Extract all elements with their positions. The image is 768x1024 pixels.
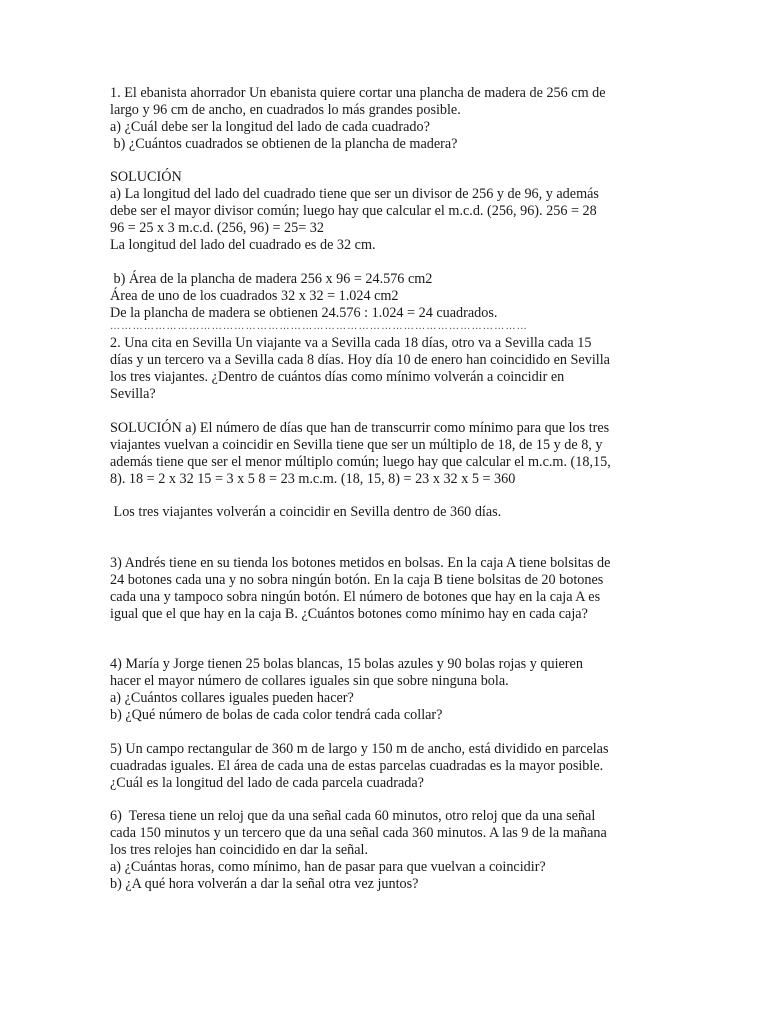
solution-2-answer: Los tres viajantes volverán a coincidir en Sevilla dentro de 360 días. <box>110 504 502 521</box>
dotted-separator: ………………………………………………………………………………………………… <box>110 322 529 333</box>
blank-line <box>110 403 662 420</box>
problem-6-line: cada 150 minutos y un tercero que da una señal cada 360 minutos. A las 9 de la mañana <box>110 825 607 842</box>
problem-5-line: cuadradas iguales. El área de cada una de estas parcelas cuadradas es la mayor posible. <box>110 757 604 774</box>
solution-2-line: además tiene que ser el menor múltiplo común; luego hay que calcular el m.c.m. (18,15, <box>110 453 611 470</box>
problem-1-line: 1. El ebanista ahorrador Un ebanista quiere cortar una plancha de madera de 256 cm de <box>110 85 606 101</box>
blank-line <box>110 521 662 538</box>
solution-1b-line: De la plancha de madera se obtienen 24.576 : 1.024 = 24 cuadrados. <box>110 304 498 321</box>
blank-line <box>110 623 662 640</box>
solution-1b-line: Área de uno de los cuadrados 32 x 32 = 1.024 cm2 <box>110 287 399 304</box>
problem-6-question-b: b) ¿A qué hora volverán a dar la señal otra vez juntos? <box>110 875 419 892</box>
solution-1-line: a) La longitud del lado del cuadrado tiene que ser un divisor de 256 y de 96, y además <box>110 186 599 203</box>
blank-line <box>110 153 662 170</box>
problem-1-question-a: a) ¿Cuál debe ser la longitud del lado de cada cuadrado? <box>110 118 430 135</box>
solution-1-line: La longitud del lado del cuadrado es de 32 cm. <box>110 237 376 254</box>
problem-2-line: días y un tercero va a Sevilla cada 8 días. Hoy día 10 de enero han coincidido en Sevilla <box>110 352 610 369</box>
blank-line <box>110 487 662 504</box>
problem-1-question-b: b) ¿Cuántos cuadrados se obtienen de la plancha de madera? <box>110 135 458 152</box>
blank-line <box>110 254 662 271</box>
problem-4-line: hacer el mayor número de collares iguales sin que sobre ninguna bola. <box>110 673 509 690</box>
solution-1-line: 96 = 25 x 3 m.c.d. (256, 96) = 25= 32 <box>110 220 324 237</box>
problem-5-line: 5) Un campo rectangular de 360 m de largo y 150 m de ancho, está dividido en parcelas <box>110 740 609 757</box>
solution-1b-line: b) Área de la plancha de madera 256 x 96 = 24.576 cm2 <box>110 270 433 287</box>
solution-2-line: SOLUCIÓN a) El número de días que han de transcurrir como mínimo para que los tres <box>110 419 610 436</box>
problem-2-line: 2. Una cita en Sevilla Un viajante va a Sevilla cada 18 días, otro va a Sevilla cada 15 <box>110 335 592 352</box>
problem-4-question-b: b) ¿Qué número de bolas de cada color tendrá cada collar? <box>110 707 443 724</box>
solution-1-heading: SOLUCIÓN <box>110 169 182 186</box>
problem-6-question-a: a) ¿Cuántas horas, como mínimo, han de pasar para que vuelvan a coincidir? <box>110 859 546 876</box>
blank-line <box>110 538 662 555</box>
solution-1-line: debe ser el mayor divisor común; luego hay que calcular el m.c.d. (256, 96). 256 = 28 <box>110 203 597 220</box>
blank-line <box>110 724 662 741</box>
problem-4-question-a: a) ¿Cuántos collares iguales pueden hacer? <box>110 690 354 707</box>
problem-2-line: Sevilla? <box>110 386 156 403</box>
problem-6-line: los tres relojes han coincidido en dar la señal. <box>110 842 369 859</box>
solution-2-line: 8). 18 = 2 x 32 15 = 3 x 5 8 = 23 m.c.m. (18, 15, 8) = 23 x 32 x 5 = 360 <box>110 470 516 487</box>
solution-2-line: viajantes vuelvan a coincidir en Sevilla tiene que ser un múltiplo de 18, de 15 y de 8, y <box>110 436 603 453</box>
problem-3-line: 24 botones cada una y no sobra ningún botón. En la caja B tiene bolsitas de 20 botones <box>110 571 604 588</box>
blank-line <box>110 792 662 809</box>
problem-1-line: largo y 96 cm de ancho, en cuadrados lo más grandes posible. <box>110 101 461 118</box>
problem-3-line: 3) Andrés tiene en su tienda los botones metidos en bolsas. En la caja A tiene bolsitas de <box>110 555 611 572</box>
problem-3-line: cada una y tampoco sobra ningún botón. El número de botones que hay en la caja A es <box>110 588 601 605</box>
problem-6-line: 6) Teresa tiene un reloj que da una señal cada 60 minutos, otro reloj que da una señal <box>110 808 596 825</box>
problem-4-line: 4) María y Jorge tienen 25 bolas blancas, 15 bolas azules y 90 bolas rojas y quieren <box>110 656 583 673</box>
problem-3-line: igual que el que hay en la caja B. ¿Cuántos botones como mínimo hay en cada caja? <box>110 605 588 622</box>
blank-line <box>110 640 662 657</box>
document-body <box>110 85 662 893</box>
problem-2-line: los tres viajantes. ¿Dentro de cuántos días como mínimo volverán a coincidir en <box>110 369 565 386</box>
problem-5-line: ¿Cuál es la longitud del lado de cada parcela cuadrada? <box>110 774 424 791</box>
